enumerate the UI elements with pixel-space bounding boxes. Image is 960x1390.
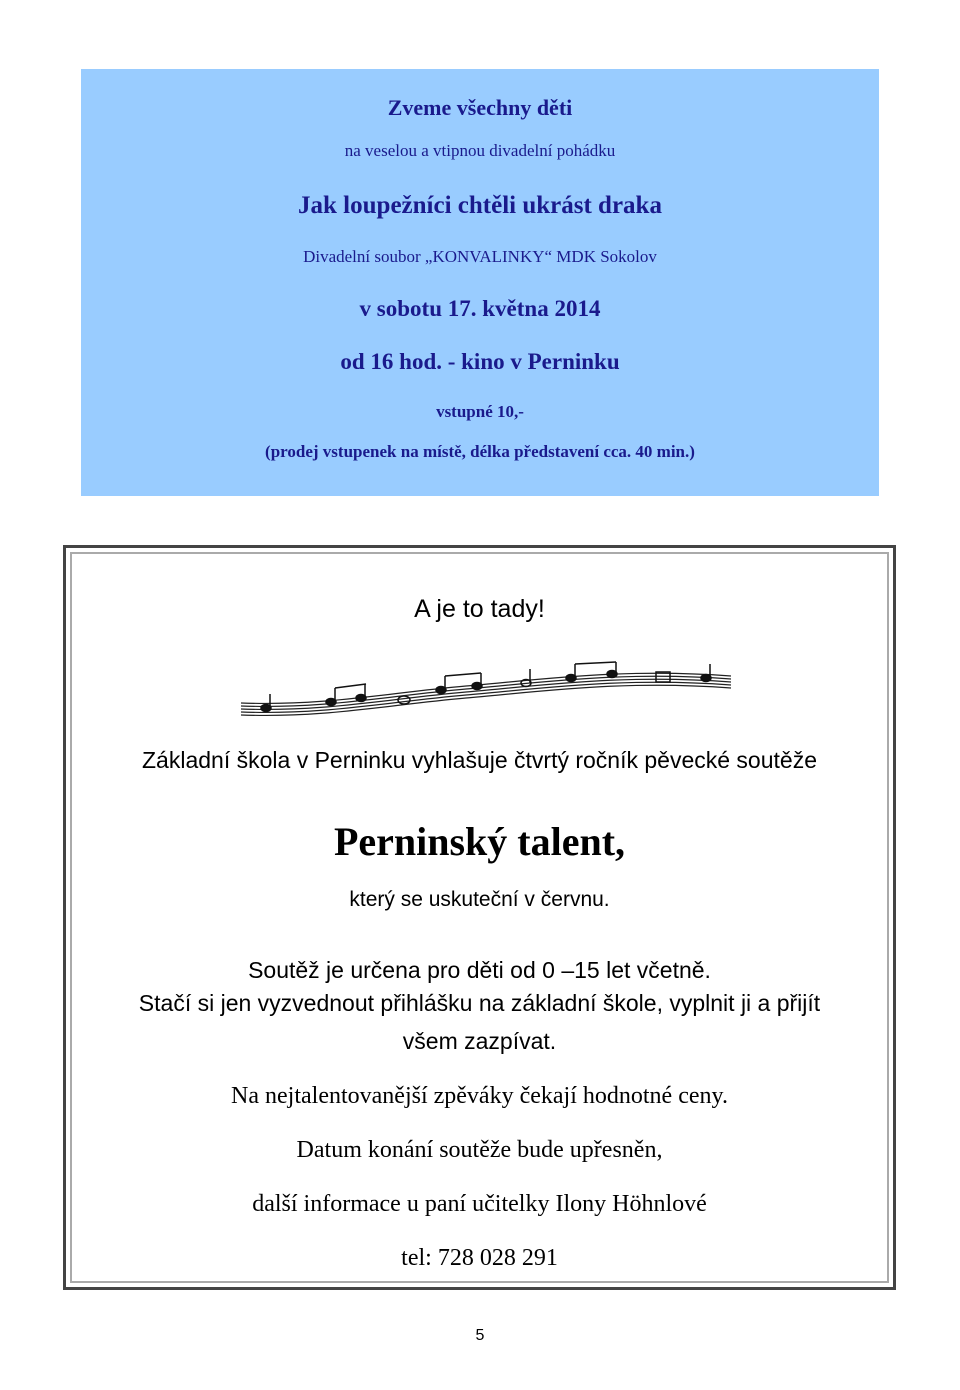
admission-price: vstupné 10,- bbox=[436, 402, 524, 421]
contest-intro: A je to tady! bbox=[414, 595, 545, 623]
contest-instructions-line1: Stačí si jen vyzvednout přihlášku na základní škole, vyplnit ji a přijít bbox=[138, 990, 821, 1016]
ticket-note: (prodej vstupenek na místě, délka představení cca. 40 min.) bbox=[265, 442, 695, 461]
page-number: 5 bbox=[475, 1327, 485, 1344]
announcement-box bbox=[81, 69, 879, 496]
announcement-heading: Zveme všechny děti bbox=[387, 95, 573, 120]
announcement-subheading: na veselou a vtipnou divadelní pohádku bbox=[344, 141, 616, 160]
contest-date-note: Datum konání soutěže bude upřesněn, bbox=[296, 1137, 663, 1163]
contest-name: Perninský talent, bbox=[333, 819, 626, 864]
ensemble-name: Divadelní soubor „KONVALINKY“ MDK Sokolov bbox=[303, 247, 657, 266]
event-time-place: od 16 hod. - kino v Perninku bbox=[340, 349, 620, 374]
contest-instructions-line2: všem zazpívat. bbox=[402, 1028, 557, 1054]
music-staff-icon bbox=[236, 658, 736, 718]
contest-phone: tel: 728 028 291 bbox=[401, 1245, 558, 1271]
contest-eligibility: Soutěž je určena pro děti od 0 –15 let včetně. bbox=[248, 957, 711, 983]
contest-when: který se uskuteční v červnu. bbox=[349, 888, 610, 911]
contest-prizes: Na nejtalentovanější zpěváky čekají hodnotné ceny. bbox=[231, 1083, 728, 1109]
contest-contact: další informace u paní učitelky Ilony Höhnlové bbox=[252, 1191, 707, 1217]
event-date: v sobotu 17. května 2014 bbox=[359, 296, 601, 321]
contest-announcement: Základní škola v Perninku vyhlašuje čtvrtý ročník pěvecké soutěže bbox=[142, 747, 817, 773]
play-title: Jak loupežníci chtěli ukrást draka bbox=[298, 192, 662, 219]
contest-box bbox=[63, 545, 896, 1290]
